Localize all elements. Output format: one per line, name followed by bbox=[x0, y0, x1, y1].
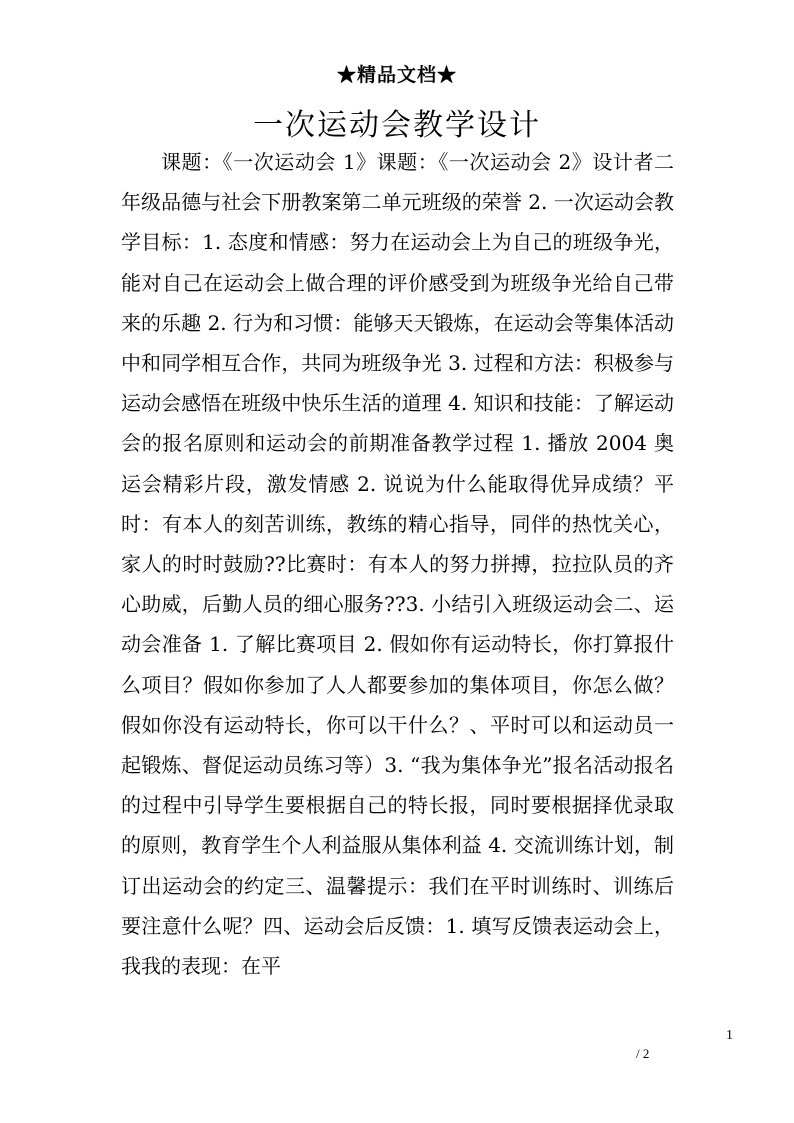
page-number: 1 bbox=[726, 1028, 733, 1043]
header-banner: ★精品文档★ bbox=[336, 64, 457, 86]
document-title: 一次运动会教学设计 bbox=[253, 108, 541, 143]
page-total: / 2 bbox=[636, 1046, 650, 1061]
document-body: 课题：《一次运动会 1》课题：《一次运动会 2》设计者二年级品德与社会下册教案第二单元班级的荣誉 2. 一次运动会教学目标：1. 态度和情感：努力在运动会上为自己的班级争光，能对自己在运动会上做合理的评价感受到为班级争光给自己带来的乐趣 2. 行为和习惯：能够天天锻炼，在运动会等集体活动中和同学相互合作，共同为班级争光 3. 过程和方法：积极参与运动会感悟在班级中快乐生活的道理 4. 知识和技能：了解运动会的报名原则和运动会的前期准备教学过程 1. 播放 2004 奥运会精彩片段，激发情感 2. 说说为什么能取得优异成绩？平时：有本人的刻苦训练，教练的精心指导，同伴的热忱关心，家人的时时鼓励??比赛时：有本人的努力拼搏，拉拉队员的齐心助威，后勤人员的细心服务??3. 小结引入班级运动会二、运动会准备 1. 了解比赛项目 2. 假如你有运动特长，你打算报什么项目？假如你参加了人人都要参加的集体项目，你怎么做？假如你没有运动特长，你可以干什么？、平时可以和运动员一起锻炼、督促运动员练习等）3. “我为集体争光”报名活动报名的过程中引导学生要根据自己的特长报，同时要根据择优录取的原则，教育学生个人利益服从集体利益 4. 交流训练计划，制订出运动会的约定三、温馨提示：我们在平时训练时、训练后要注意什么呢？四、运动会后反馈：1. 填写反馈表运动会上，我我的表现：在平 bbox=[121, 150, 674, 979]
